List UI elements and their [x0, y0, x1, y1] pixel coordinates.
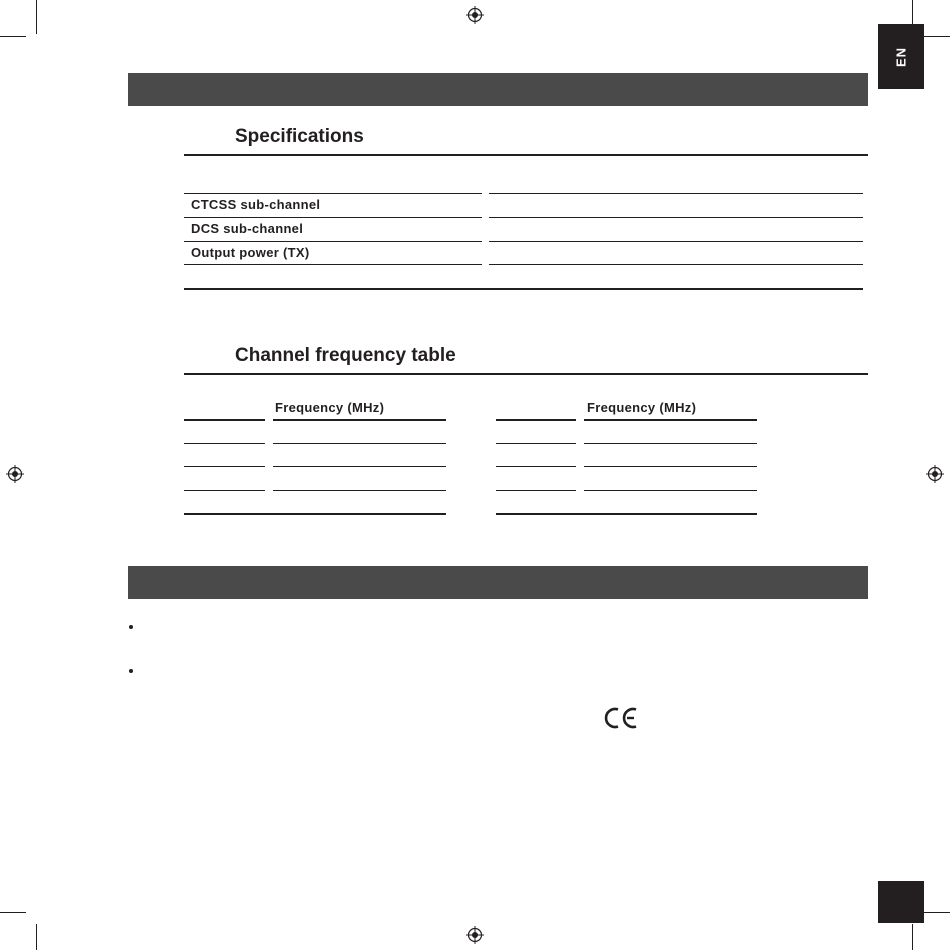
channel-table-rule: [584, 490, 757, 491]
registration-mark-icon: [466, 6, 484, 24]
spec-table-rule: [184, 193, 482, 194]
spec-row-label: CTCSS sub-channel: [191, 197, 321, 212]
spec-table-rule: [489, 217, 863, 218]
language-tab-label: EN: [893, 46, 909, 67]
channel-table-rule: [273, 466, 446, 467]
channel-table-rule: [496, 466, 576, 467]
page-number-tab: [878, 881, 924, 923]
spec-table-rule: [489, 241, 863, 242]
frequency-column-header: Frequency (MHz): [587, 400, 697, 415]
registration-mark-icon: [6, 465, 24, 483]
spec-table-rule: [184, 217, 482, 218]
ce-mark-icon: [603, 706, 639, 730]
channel-table-rule: [184, 443, 265, 444]
channel-table-rule: [584, 419, 757, 421]
crop-mark: [0, 36, 26, 37]
spec-table-rule: [184, 241, 482, 242]
channel-table-rule: [496, 513, 757, 515]
specifications-heading: Specifications: [235, 126, 364, 147]
channel-table-rule: [584, 443, 757, 444]
spec-table-bottom-rule: [184, 288, 863, 290]
channel-table-heading-rule: [184, 373, 868, 375]
bullet-point: [129, 625, 133, 629]
spec-table-rule: [489, 193, 863, 194]
crop-mark: [36, 0, 37, 34]
crop-mark: [924, 912, 950, 913]
specifications-heading-rule: [184, 154, 868, 156]
channel-table-rule: [496, 490, 576, 491]
channel-table-rule: [273, 490, 446, 491]
bullet-point: [129, 669, 133, 673]
channel-table-rule: [184, 466, 265, 467]
channel-table-rule: [184, 419, 265, 421]
crop-mark: [924, 36, 950, 37]
crop-mark: [912, 924, 913, 950]
crop-mark: [0, 912, 26, 913]
registration-mark-icon: [926, 465, 944, 483]
section-header-band: [128, 73, 868, 106]
section-header-band: [128, 566, 868, 599]
language-tab: [878, 24, 924, 89]
frequency-column-header: Frequency (MHz): [275, 400, 385, 415]
spec-table-rule: [184, 264, 482, 265]
channel-table-heading: Channel frequency table: [235, 345, 456, 366]
channel-table-rule: [273, 419, 446, 421]
channel-table-rule: [184, 513, 446, 515]
spec-row-label: Output power (TX): [191, 245, 310, 260]
channel-table-rule: [273, 443, 446, 444]
spec-row-label: DCS sub-channel: [191, 221, 304, 236]
channel-table-rule: [584, 466, 757, 467]
channel-table-rule: [496, 443, 576, 444]
spec-table-rule: [489, 264, 863, 265]
registration-mark-icon: [466, 926, 484, 944]
channel-table-rule: [496, 419, 576, 421]
crop-mark: [36, 924, 37, 950]
channel-table-rule: [184, 490, 265, 491]
